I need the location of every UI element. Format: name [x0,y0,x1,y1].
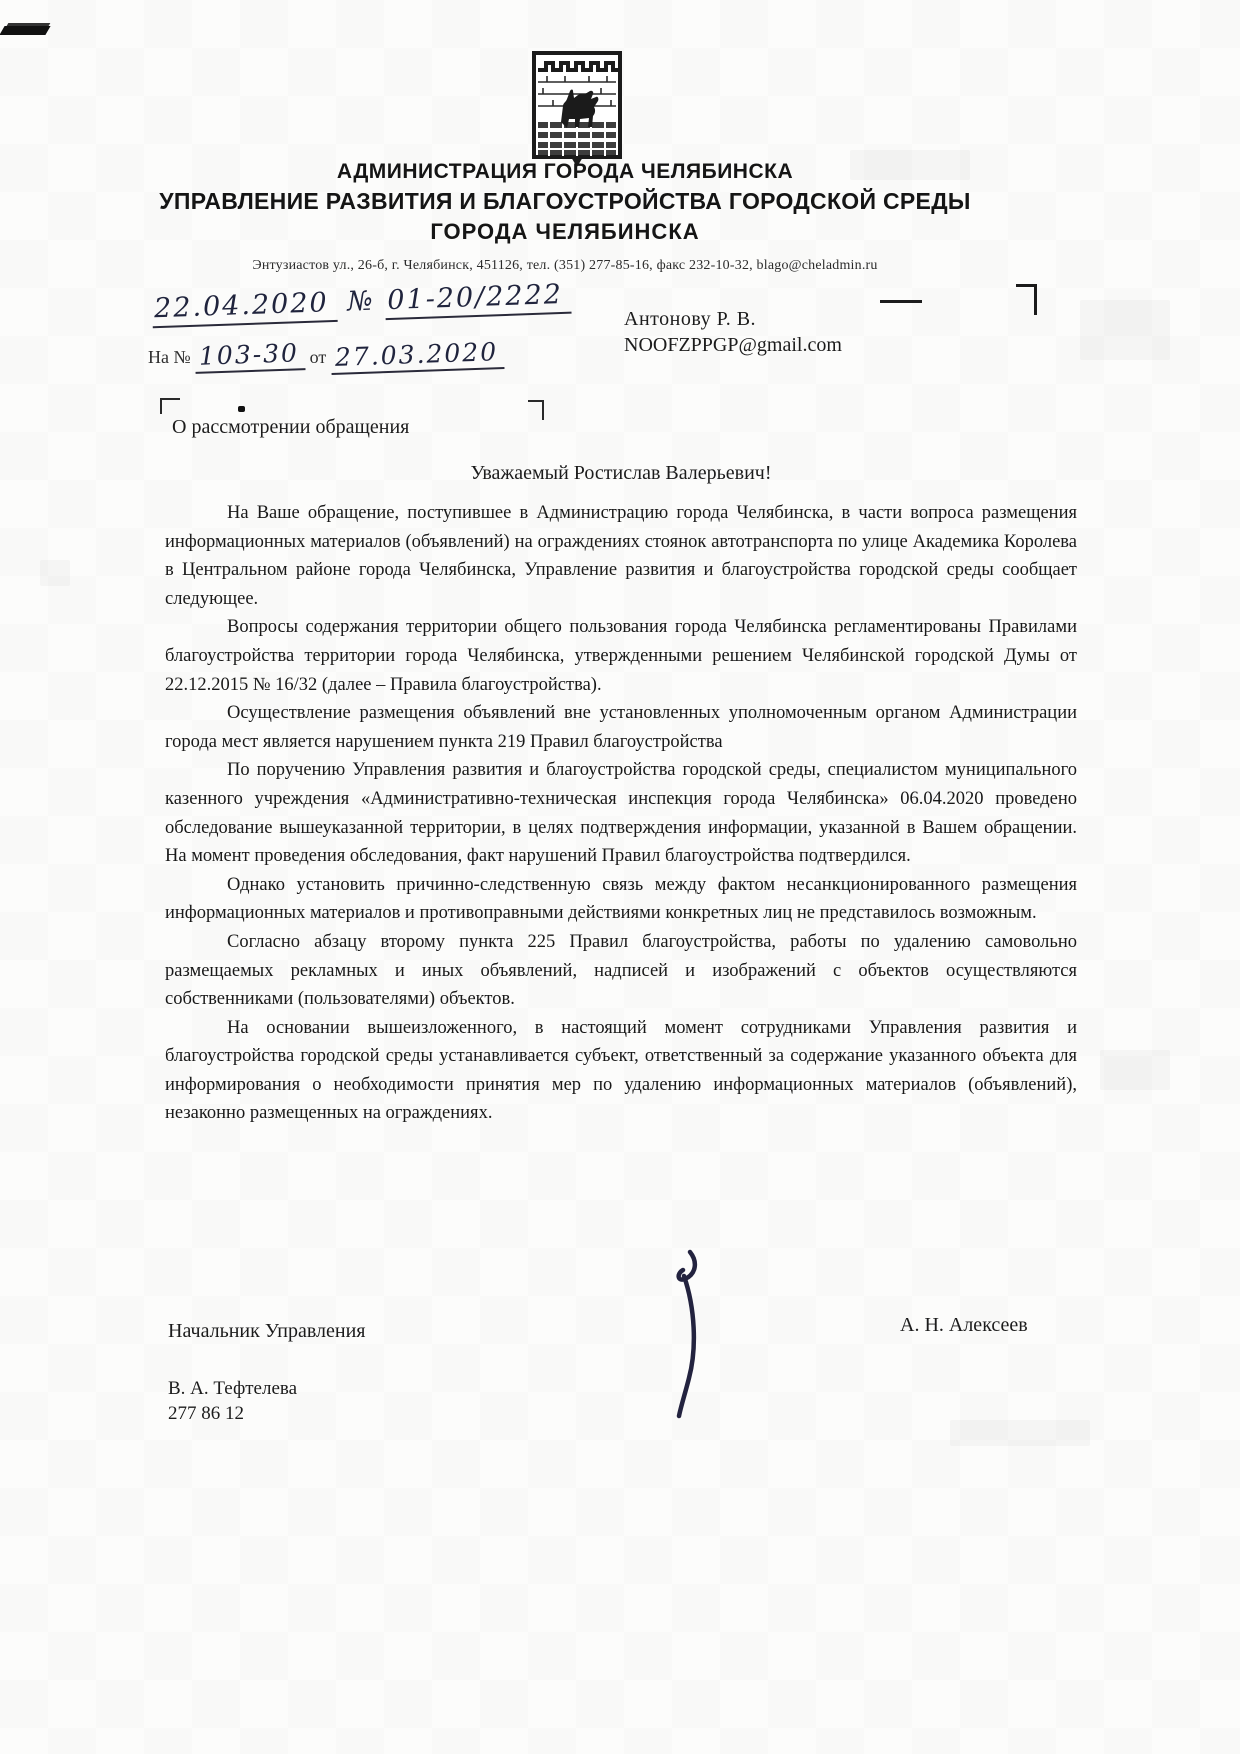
letterhead [0,160,1130,245]
salutation: Уважаемый Ростислав Валерьевич! [470,462,772,484]
incoming-label-ot: от [309,347,327,367]
scan-artifact [1080,300,1170,360]
body-paragraph: На основании вышеизложенного, в настоящий момент сотрудниками Управления развития и благоустройства городской среды устанавливается субъект, ответственный за содержание указанного объекта для информирования о необходимости принятия мер по удалению информационных материалов (объявлений), незаконно размещенных на ограждениях. [165,1017,1077,1124]
handwritten-signature [638,1246,728,1421]
number-sign: № [346,285,376,318]
incoming-label-na: На № [148,347,191,367]
body-paragraph: Однако установить причинно-следственную связь между фактом несанкционированного размещения информационных материалов и противоправными действиями конкретных лиц не представилось возможным. [165,874,1077,924]
recipient-email: NOOFZPPGP@gmail.com [624,334,842,356]
scan-artifact [0,26,51,35]
incoming-reference-line [148,337,504,372]
signer-name: А. Н. Алексеев [900,1314,1028,1336]
executor-phone: 277 86 12 [168,1403,244,1424]
chelyabinsk-coat-of-arms-icon [531,50,623,168]
scan-artifact [40,560,70,586]
body-paragraph: Осуществление размещения объявлений вне установленных уполномоченным органом Администрации города мест является нарушением пункта 219 Правил благоустройства [165,703,1077,752]
signer-position: Начальник Управления [168,1320,366,1342]
fold-corner-mark [1016,284,1037,315]
org-name-line2: УПРАВЛЕНИЕ РАЗВИТИЯ И БЛАГОУСТРОЙСТВА ГОРОДСКОЙ СРЕДЫ [159,188,971,214]
body-paragraph: По поручению Управления развития и благоустройства городской среды, специалистом муниципального казенного учреждения «Административно-техническая инспекция города Челябинска» 06.04.2020 проведено обследование вышеуказанной территории, в целях подтверждения информации, указанной в Вашем обращении. На момент проведения обследования, факт нарушений Правил благоустройства подтвердился. [165,760,1077,867]
outgoing-date: 22.04.2020 [152,287,338,328]
recipient-name: Антонову Р. В. [624,308,757,330]
org-name-line3: ГОРОДА ЧЕЛЯБИНСКА [430,219,700,244]
recipient-dash-mark [880,300,922,303]
subject-line: О рассмотрении обращения [172,416,410,438]
scan-artifact [1100,1050,1170,1090]
outgoing-number: 01-20/2222 [385,279,572,320]
fold-corner-mark [160,398,180,414]
scan-artifact [950,1420,1090,1446]
executor-name: В. А. Тефтелева [168,1378,298,1399]
outgoing-reference-handwritten [152,279,572,325]
incoming-date-handwritten: 27.03.2020 [330,337,504,375]
body-paragraph: На Ваше обращение, поступившее в Администрацию города Челябинска, в части вопроса размещения информационных материалов (объявлений) на ограждениях стоянок автотранспорта по улице Академика Королева в Центральном районе города Челябинска, Управление развития и благоустройства городской среды сообщает следующее. [165,503,1077,609]
fold-corner-mark [528,400,544,420]
body-paragraph: Согласно абзацу второму пункта 225 Правил благоустройства, работы по удалению самовольно размещаемых рекламных и иных объявлений, надписей и изображений с объектов осуществляются собственниками (пользователями) объектов. [165,931,1077,1010]
org-contact-line: Энтузиастов ул., 26-б, г. Челябинск, 451126, тел. (351) 277-85-16, факс 232-10-32, blago@cheladmin.ru [252,258,878,273]
body-paragraph: Вопросы содержания территории общего пользования города Челябинска регламентированы Правилами благоустройства территории города Челябинска, утвержденными решением Челябинской городской Думы от 22.12.2015 № 16/32 (далее – Правила благоустройства). [165,617,1077,695]
ink-dot-artifact [238,406,245,412]
incoming-number-handwritten: 103-30 [195,338,306,374]
letter-body [165,462,1077,1128]
org-name-line1: АДМИНИСТРАЦИЯ ГОРОДА ЧЕЛЯБИНСКА [336,160,794,183]
